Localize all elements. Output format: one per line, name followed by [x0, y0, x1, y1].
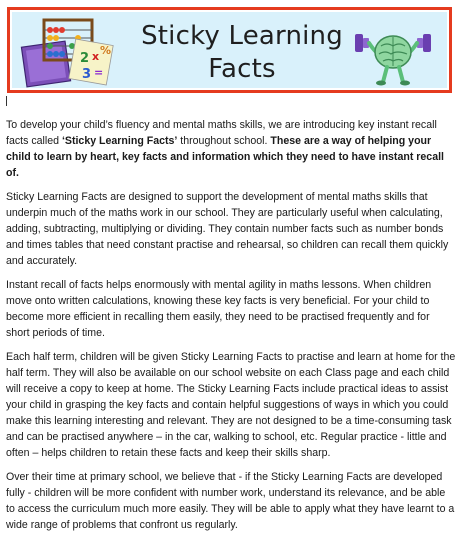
text-cursor [6, 96, 7, 106]
banner-title-line-1: Sticky Learning [141, 21, 343, 51]
intro-text-a: To develop your child’s fluency and mental maths skills, we are introducing key instant recall facts called [6, 119, 437, 147]
brain-dumbbell-icon [353, 16, 439, 88]
svg-text:%: % [100, 44, 112, 57]
intro-text-bold-purpose: These are a way of helping your child to learn by heart, key facts and information which they need to have instant recall of. [6, 134, 444, 179]
paragraph-outcomes: Over their time at primary school, we believe that - if the Sticky Learning Facts are developed fully - children will be more confident with number work, understand its relevance, and be able to access the curriculum much more easily. They will be able to apply what they have learnt to a wide range of problems that confront us regularly. [6, 471, 455, 531]
paragraph-recall: Instant recall of facts helps enormously with mental agility in maths lessons. When children move onto written calculations, knowing these key facts is very beneficial. For your child to become more efficient in recalling them easily, they need to be practised frequently and for short periods of time. [6, 279, 432, 339]
banner-title [107, 20, 377, 86]
paragraph-half-term: Each half term, children will be given Sticky Learning Facts to practise and learn at home for the half term. They will also be available on our school website on each Class page and each child will receive a copy to keep at home. The Sticky Learning Facts include practical ideas to assist your child in grasping the key facts and contain helpful suggestions of ways in which you could make this learning interesting and relevant. They are not designed to be a time-consuming task and can be practised anywhere – in the car, walking to school, etc. Regular practice - little and often – helps children to retain these facts and keep their skills sharp. [6, 351, 456, 459]
svg-text:3: 3 [82, 67, 92, 82]
math-abacus-icon [20, 16, 120, 88]
paragraph-purpose: Sticky Learning Facts are designed to support the development of mental maths skills that underpin much of the maths work in our school. They are particularly useful when calculating, adding, subtracting, multiplying or dividing. They contain number facts such as number bonds and times tables that need constant practise and rehearsal, so children can recall them quickly and accurately. [6, 191, 449, 267]
svg-text:x: x [92, 50, 100, 63]
banner-title-line-2: Facts [208, 54, 276, 84]
svg-text:2: 2 [80, 51, 90, 66]
document-body [6, 118, 456, 542]
header-banner [7, 7, 452, 93]
banner-background [12, 12, 447, 88]
paragraph-intro [6, 118, 456, 182]
intro-text-bold-name: ‘Sticky Learning Facts’ [61, 134, 178, 147]
svg-text:=: = [94, 66, 104, 79]
intro-text-c: throughout school. [177, 134, 271, 147]
